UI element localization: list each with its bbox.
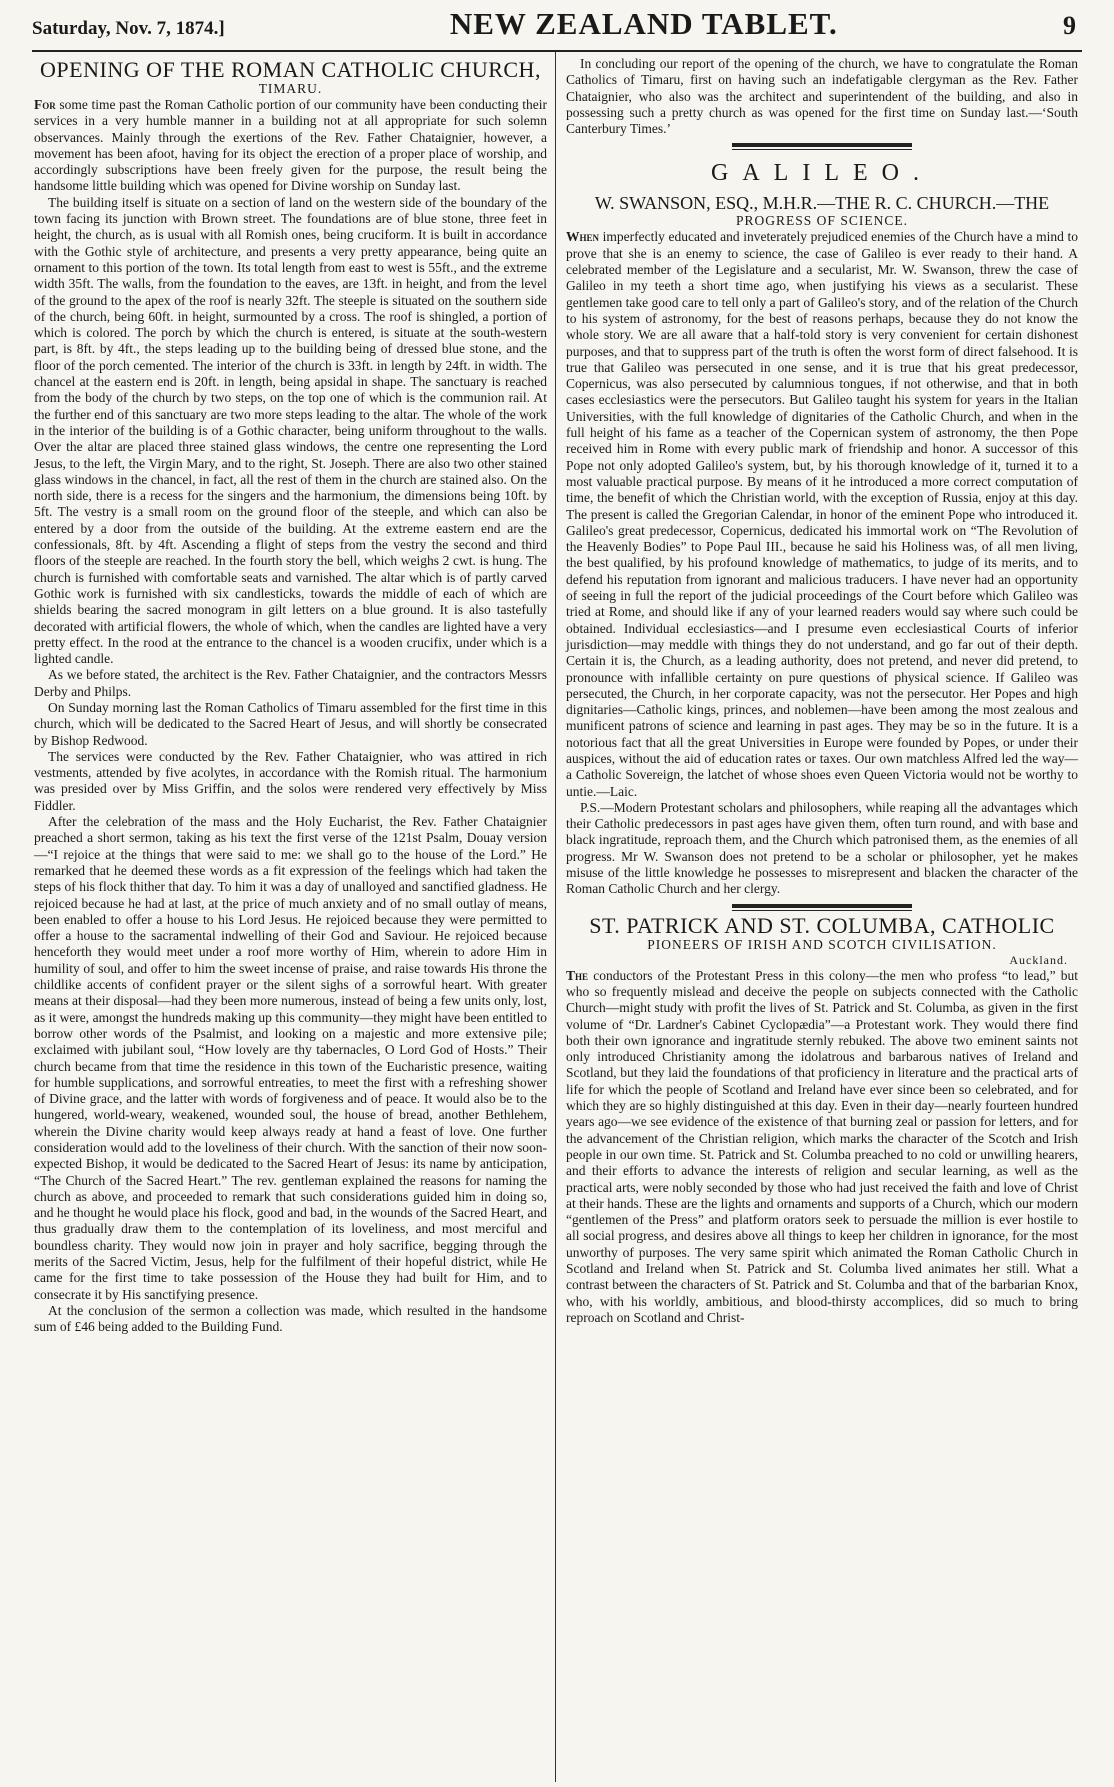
article-paragraph: P.S.—Modern Protestant scholars and philosophers, while reaping all the advantages which their Catholic predecessors in past ages have given them, often turn round, and with base and black ingratitude, reproach them, and the Church which patronised them, as the enemies of all progress. Mr W. Swanson does not pretend to be a scholar or philosopher, yet he makes misuse of the little knowledge he possesses to misrepresent and blacken the character of the Roman Catholic Church and her clergy.	[566, 799, 1078, 897]
galileo-title: GALILEO.	[711, 160, 933, 187]
article-paragraph	[566, 229, 1078, 799]
masthead	[32, 6, 1082, 52]
article-subheading-patrick: PIONEERS OF IRISH AND SCOTCH CIVILISATION.	[647, 936, 997, 952]
article-paragraph: The building itself is situate on a section of land on the western side of the boundary of the town facing its junction with Brown street. The foundations are of blue stone, three feet in height, the church, as is usual with all Romish ones, being cruciform. It is built in accordance with the Gothic style of architecture, and presents a very pretty appearance, being quite an ornament to this portion of the town. Its total length from east to west is 55ft., and the extreme width 35ft. The walls, from the foundation to the eaves, are 13ft. in height, and from the level of the ground to the apex of the roof is nearly 32ft. The steeple is situated on the southern side of the church, being 60ft. in height, surmounted by a cross. The roof is shingled, a portion of which is colored. The porch by which the church is entered, is situate at the south-western part, is 8ft. by 4ft., the steps leading up to the building being of dressed blue stone, and the floor of the porch cemented. The interior of the church is 33ft. in length by 24ft. in width. The chancel at the eastern end is 20ft. in length, being apsidal in shape. The sanctuary is reached from the body of the church by two steps, on the top one of which is the communion rail. At the further end of this sanctuary are two more steps leading to the altar. The whole of the work in the interior of the building is of a Gothic character, being uniform throughout to the walls. Over the altar are placed three stained glass windows, the centre one representing the Lord Jesus, to the left, the Virgin Mary, and to the right, St. Joseph. There are also two other stained glass windows in the chancel, in fact, all the rest of them in the church are stained also. On the north side, there is a recess for the singers and the harmonium, the dimensions being 10ft. by 5ft. The vestry is a small room on the ground floor of the steeple, and which can also be entered by a door from the outside of the building. At the extreme eastern end are the confessionals, 8ft. by 4ft. Ascending a flight of steps from the vestry the second and third floors of the steeple are reached. In the fourth story the bell, which weighs 2 cwt. is hung. The church is furnished with comfortable seats and varnished. The altar which is of partly carved Gothic work is furnished with six candlesticks, towards the middle of each of which are shields bearing the sacred monogram in gilt letters on a blue ground. It is also tastefully decorated with artificial flowers, the whole of which, when the candles are lighted have a very pretty effect. In the rood at the entrance to the chancel is a wooden crucifix, under which is a lighted candle.	[34, 194, 547, 667]
section-divider	[732, 143, 912, 150]
lead-word: When	[566, 229, 600, 245]
article-paragraph	[34, 97, 547, 195]
lead-word: For	[34, 97, 56, 112]
paragraph-text: imperfectly educated and inveterately prejudiced enemies of the Church have a mind to prove that she is an enemy to science, the case of Galileo is ever ready to their hand. A celebrated member of the Legislature and a secularist, Mr. W. Swanson, threw the case of Galileo in my teeth a short time ago, when justifying his views as a secularist. These gentlemen take good care to tell only a part of Galileo's story, and of the relation of the Church to his system of astronomy, for the best of reasons perhaps, because they do not know the whole story. We are all aware that a half-told story is very convenient for certain dishonest purposes, and that to suppress part of the truth is often the worst form of direct falsehood. It is true that Galileo was persecuted in one sense, and it is true that his great predecessor, Copernicus, was also persecuted by calumnious tongues, if not otherwise, and that in both cases ecclesiastics were the persecutors. But Galileo taught his system for years in the Italian Universities, with the full knowledge of dignitaries of the Catholic Church, and when in the full height of his fame as a teacher of the Copernican system of astronomy, the then Pope received him in Rome with every public mark of friendship and honor. A successor of this Pope not only adopted Galileo's system, but, by his thorough knowledge of it, turned it to a most valuable practical purpose. By means of it he introduced a more correct computation of time, the benefit of which the Christian world, with the exception of Russia, enjoy at this day. The present is called the Gregorian Calendar, in honor of the eminent Pope who introduced it. Galileo's great predecessor, Copernicus, dedicated his immortal work on “The Revolution of the Heavenly Bodies” to Pope Paul III., because he said his Holiness was, of all men living, the best qualified, by his profound knowledge of mathematics, to judge of its merits, and to defend his reputation from ignorant and malicious traducers. I have never had an opportunity of seeing in full the report of the judicial proceedings of the Court before which Galileo was tried at Rome, and should like if any of your learned readers would say where such could be obtained. Individual ecclesiastics—and I presume even ecclesiastical Courts of inferior jurisdiction—may meddle with things they do not understand, and go far out of their depth. Certain it is, the Church, as a leading authority, does not pretend, and never did pretend, to pronounce with infallible certainty on pure questions of physical science. If Galileo was persecuted, the Church, in her corporate capacity, was not the persecutor. Her Popes and high dignitaries—Catholic kings, princes, and noblemen—have been among the most zealous and munificent patrons of science and learning in past ages. They may be so in the future. It is a notorious fact that all the great Universities in Europe were founded by Popes, or under their auspices, without the aid of education rates or taxes. Our own matchless Alfred led the way—a Catholic Sovereign, the latchet of whose shoes even Queen Victoria would not be worthy to untie.—Laic.	[566, 229, 1079, 799]
lead-word: The	[566, 967, 589, 983]
article-heading-swanson: W. SWANSON, ESQ., M.H.R.—THE R. C. CHURCH.—THE	[594, 193, 1050, 214]
paragraph-text: conductors of the Protestant Press in this colony—the men who profess “to lead,” but who so frequently mislead and deceive the people on subjects connected with the Catholic Church—might study with profit the lives of St. Patrick and St. Columba, as given in the first volume of “Dr. Lardner's Cabinet Cyclopædia”—a Protestant work. They would there find both their own ignorance and ingratitude sternly rebuked. The above two eminent saints not only introduced Christianity among the idolatrous and barbarous natives of Ireland and Scotland, but they laid the foundations of that proficiency in literature and the practical arts of life for which the people of Scotland and Ireland have ever since been so celebrated, and for which they are so highly distinguished at this day. Even in their day—nearly fourteen hundred years ago—we see evidence of the existence of that burning zeal or passion for letters, and for the advancement of the Christian religion, which marks the character of the Scotch and Irish people in our own time. St. Patrick and St. Columba preached to no cold or unwilling hearers, and their efforts to advance the interests of religion and secular learning, as well as the practical arts, were nobly seconded by those who had just received the faith and love of Christ at their hands. These are the lights and ornaments and supports of a Church, which our modern “gentlemen of the Press” and platform orators seek to persuade the million is ever hostile to all social progress, and desires above all things to keep her children in ignorance, for the most unworthy of purposes. The very same spirit which animated the Roman Catholic Church in Scotland and Ireland when St. Patrick and St. Columba lived animates her still. What a contrast between the characters of St. Patrick and St. Columba and that of the barbarian Knox, who, with his worldly, ambitious, and blood-thirsty accomplices, did so much to bring reproach on Scotland and Christ-	[566, 967, 1079, 1325]
article-paragraph	[566, 968, 1078, 1327]
columns	[32, 52, 1082, 1782]
right-column	[556, 52, 1080, 1782]
article-paragraph: The services were conducted by the Rev. Father Chataignier, who was attired in rich vestments, attended by five acolytes, in accordance with the Romish ritual. The harmonium was presided over by Miss Griffin, and the solos were rendered very effectively by Miss Fiddler.	[34, 748, 547, 813]
section-divider	[732, 904, 912, 911]
issue-date: Saturday, Nov. 7, 1874.]	[32, 18, 225, 39]
paragraph-text: some time past the Roman Catholic portion of our community have been conducting their services in a very humble manner in a building not at all appropriate for such solemn observances. Mainly through the exertions of the Rev. Father Chataignier, however, a movement has been afoot, having for its object the erection of a proper place of worship, and accordingly subscriptions have been freely given for the purpose, the result being the handsome little building which was opened for Divine worship on Sunday last.	[34, 97, 547, 194]
article-heading-timaru: OPENING OF THE ROMAN CATHOLIC CHURCH,	[40, 57, 541, 82]
article-heading-patrick: ST. PATRICK AND ST. COLUMBA, CATHOLIC	[589, 912, 1055, 938]
article-paragraph: On Sunday morning last the Roman Catholics of Timaru assembled for the first time in this church, which will be dedicated to the Sacred Heart of Jesus, and will shortly be consecrated by Bishop Redwood.	[34, 699, 547, 748]
dateline-place: Auckland.	[1009, 952, 1068, 967]
article-paragraph: At the conclusion of the sermon a collection was made, which resulted in the handsome sum of £46 being added to the Building Fund.	[34, 1302, 547, 1335]
newspaper-title: NEW ZEALAND TABLET.	[449, 6, 838, 41]
left-column	[32, 52, 556, 1782]
article-subheading-swanson: PROGRESS OF SCIENCE.	[736, 213, 908, 229]
article-paragraph: As we before stated, the architect is the Rev. Father Chataignier, and the contractors Messrs Derby and Philps.	[34, 667, 547, 699]
article-paragraph: In concluding our report of the opening of the church, we have to congratulate the Roman Catholics of Timaru, first on having such an indefatigable clergyman as the Rev. Father Chataignier, who also was the architect and superintendent of the building, and also in possessing such a pretty church as was opened for the first time on Sunday last.—‘South Canterbury Times.’	[566, 56, 1078, 137]
page-number: 9	[1063, 11, 1076, 40]
article-paragraph: After the celebration of the mass and the Holy Eucharist, the Rev. Father Chataignier preached a short sermon, taking as his text the first verse of the 121st Psalm, Douay version—“I rejoice at the things that were said to me: we shall go to the house of the Lord.” He remarked that he deemed these words as a fit expression of the feelings which had taken the steps of his flock thither that day. To him it was a day of unalloyed and sanctified gladness. He rejoiced because he had at last, at the price of much anxiety and of no small outlay of means, been enabled to offer a house to his Lord Jesus. He rejoiced because they were permitted to offer a house to the sacramental indwelling of their God and Saviour. He rejoiced because henceforth they would meet under a roof more worthy of Him, wherein to adore Him in humility of soul, and offer to him the sweet incense of praise, and raise towards His throne the childlike accents of confident prayer or the silent sighs of a sorrowful heart. With greater means at their disposal—had they been more numerous, instead of being a few units only, lost, as it were, amongst the hundreds making up this community—they might have been entitled to borrow other words of the Psalmist, and looking on a majestic and more extensive pile; exclaimed with jubilant soul, “How lovely are thy tabernacles, O Lord God of Hosts.” Their church became from that time the residence in this town of the Eucharistic presence, waiting for humble supplications, and sorrowful entreaties, to meet the first with a refreshing shower of Divine grace, and the latter with words of forgiveness and of peace. It would also be to the hungered, world-weary, weakened, wounded soul, the house of bread, another Bethlehem, wherein the Divine charity would keep always ready at hand a feast of love. One further consideration would add to the loveliness of their church. With the sanction of their now soon-expected Bishop, it would be dedicated to the Sacred Heart of Jesus: its name by anticipation, “The Church of the Sacred Heart.” The rev. gentleman explained the reasons for naming the church as above, and proceeded to remark that such considerations guided him in doing so, and he thought he would place his flock, good and bad, in the wounds of the Sacred Heart, and thus gradually draw them to the contemplation of its loveliness, and most merciful and boundless charity. They would now join in prayer and holy sacrifice, begging through the merits of the Sacred Victim, Jesus, help for the fulfilment of their hopeful district, while He came for the first time to take possession of the House they had built for Him, and to consecrate it by His sanctifying presence.	[34, 814, 547, 1302]
article-subheading-timaru: TIMARU.	[258, 81, 323, 96]
